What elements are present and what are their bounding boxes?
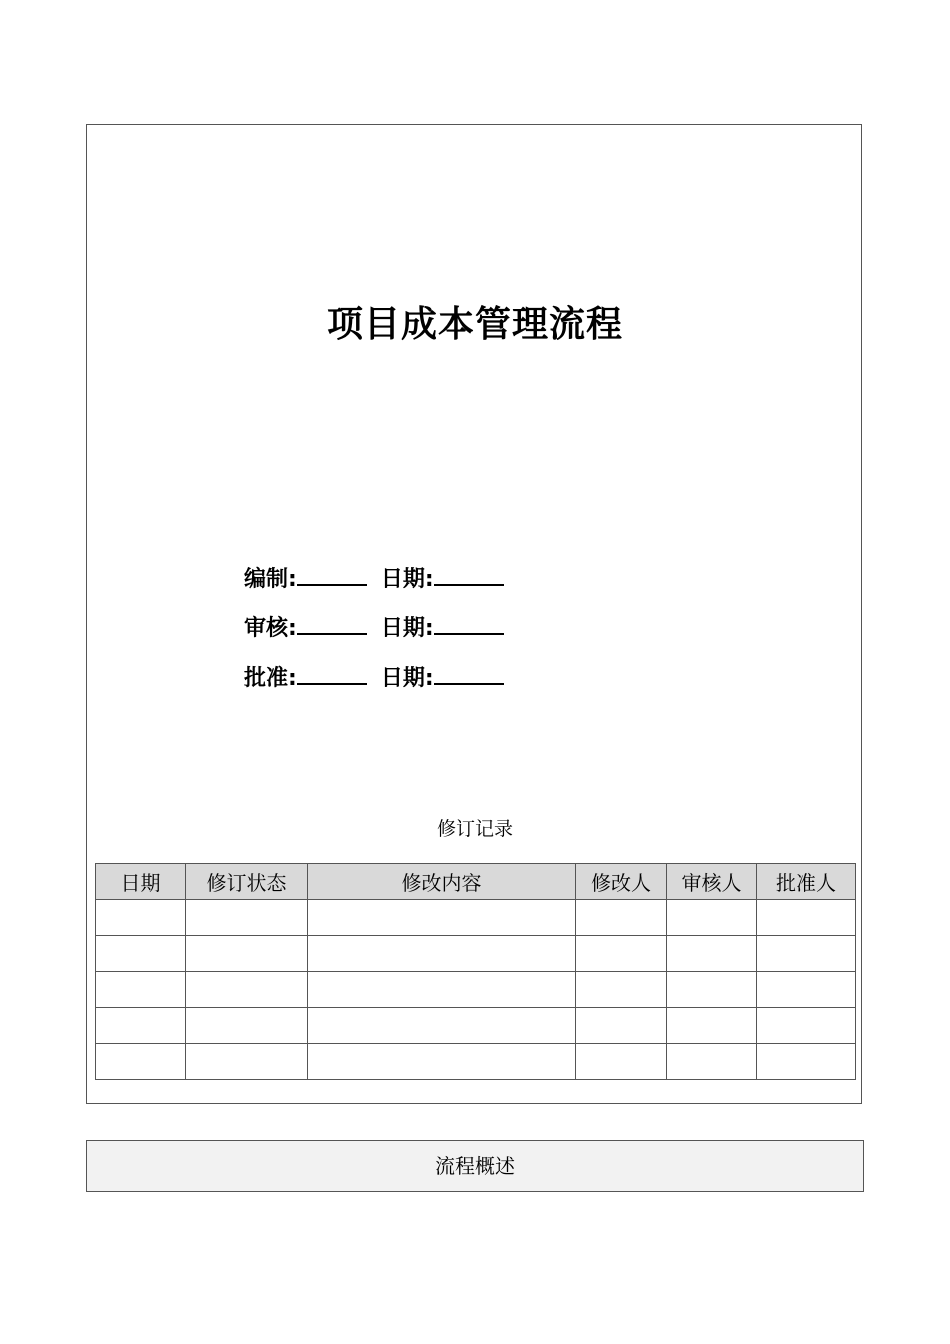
table-cell — [757, 1044, 856, 1080]
signoff-role-label: 审核: — [244, 616, 297, 641]
table-row — [96, 972, 856, 1008]
table-cell — [186, 1008, 308, 1044]
table-cell — [186, 936, 308, 972]
date-blank — [434, 611, 504, 635]
signoff-row-reviewed — [244, 611, 504, 641]
table-cell — [186, 1044, 308, 1080]
table-cell — [308, 936, 576, 972]
table-cell — [667, 1008, 757, 1044]
signature-blank — [297, 661, 367, 685]
revision-table-header-row — [96, 864, 856, 900]
table-row — [96, 1044, 856, 1080]
signoff-row-prepared — [244, 562, 504, 592]
table-cell — [308, 1008, 576, 1044]
table-cell — [757, 1008, 856, 1044]
table-cell — [667, 972, 757, 1008]
table-cell — [667, 900, 757, 936]
table-row — [96, 1008, 856, 1044]
table-cell — [667, 1044, 757, 1080]
column-header-revision-status: 修订状态 — [186, 864, 308, 900]
signoff-date-label: 日期: — [380, 616, 434, 641]
table-cell — [96, 972, 186, 1008]
table-cell — [308, 900, 576, 936]
date-blank — [434, 661, 504, 685]
revision-table — [95, 863, 856, 1080]
table-cell — [576, 936, 667, 972]
document-title: 项目成本管理流程 — [326, 304, 623, 345]
table-cell — [576, 900, 667, 936]
signoff-date-label: 日期: — [380, 567, 434, 592]
column-header-date: 日期 — [96, 864, 186, 900]
signoff-row-approved — [244, 661, 504, 691]
table-cell — [757, 972, 856, 1008]
revision-record-title: 修订记录 — [436, 818, 513, 840]
table-cell — [576, 972, 667, 1008]
signature-blank — [297, 611, 367, 635]
signoff-role-label: 批准: — [244, 666, 297, 691]
table-cell — [667, 936, 757, 972]
table-row — [96, 936, 856, 972]
table-cell — [96, 1044, 186, 1080]
signature-blank — [297, 562, 367, 586]
table-cell — [308, 972, 576, 1008]
table-cell — [96, 936, 186, 972]
table-cell — [576, 1044, 667, 1080]
table-cell — [96, 1008, 186, 1044]
table-cell — [576, 1008, 667, 1044]
column-header-change-content: 修改内容 — [308, 864, 576, 900]
column-header-modified-by: 修改人 — [576, 864, 667, 900]
date-blank — [434, 562, 504, 586]
table-row — [96, 900, 856, 936]
table-cell — [96, 900, 186, 936]
table-cell — [186, 900, 308, 936]
section-heading-process-overview: 流程概述 — [86, 1140, 864, 1192]
table-cell — [757, 900, 856, 936]
column-header-approved-by: 批准人 — [757, 864, 856, 900]
table-cell — [757, 936, 856, 972]
signoff-role-label: 编制: — [244, 567, 297, 592]
signoff-date-label: 日期: — [380, 666, 434, 691]
table-cell — [186, 972, 308, 1008]
table-cell — [308, 1044, 576, 1080]
column-header-reviewed-by: 审核人 — [667, 864, 757, 900]
